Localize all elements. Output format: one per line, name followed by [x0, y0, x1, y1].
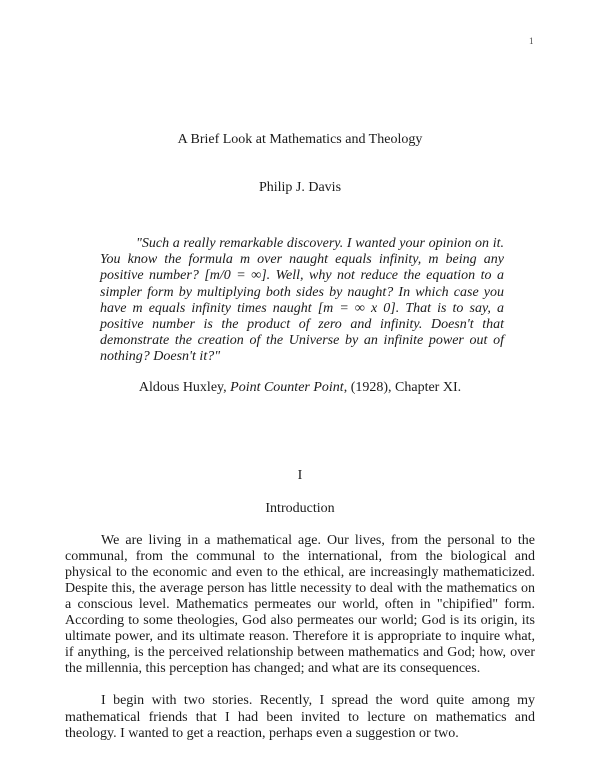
document-title-text: A Brief Look at Mathematics and Theology: [177, 132, 423, 147]
document-author: Philip J. Davis: [258, 180, 342, 195]
document-title: [0, 132, 600, 148]
attribution-work: Point Counter Point: [230, 379, 344, 395]
section-title: Introduction: [265, 500, 335, 516]
attribution-author: Aldous Huxley,: [138, 379, 231, 395]
body-paragraph: I begin with two stories. Recently, I spread the word quite among my mathematical friends that I had been invited to lecture on mathematics and theology. I wanted to get a reaction, perhaps even a suggestion or two.: [65, 693, 535, 741]
section-number: I: [297, 467, 303, 483]
epigraph-attribution: [0, 380, 600, 396]
page-number: 1: [529, 36, 534, 46]
attribution-details: , (1928), Chapter XI.: [343, 379, 462, 395]
body-paragraph: We are living in a mathematical age. Our lives, from the personal to the communal, from the communal to the international, from the biological and physical to the economic and even to the ethical, are increasingly mathematicized. Despite this, the average person has little necessity to deal with the mathematics on a conscious level. Mathematics permeates our world, often in "chipified" form. According to some theologies, God also permeates our world; God is its origin, its ultimate power, and its ultimate reason. Therefore it is appropriate to inquire what, if anything, is the perceived relationship between mathematics and God; how, over the millennia, this perception has changed; and what are its consequences.: [65, 532, 535, 677]
epigraph-quote: "Such a really remarkable discovery. I wanted your opinion on it. You know the formula m over naught equals infinity, m being any positive number? [m/0 = ∞]. Well, why not reduce the equation to a simpler form by multiplying both sides by naught? In which case you have m equals infinity times naught [m = ∞ x 0]. That is to say, a positive number is the product of zero and infinity. Doesn't that demonstrate the creation of the Universe by an infinite power out of nothing? Doesn't it?": [100, 236, 504, 365]
